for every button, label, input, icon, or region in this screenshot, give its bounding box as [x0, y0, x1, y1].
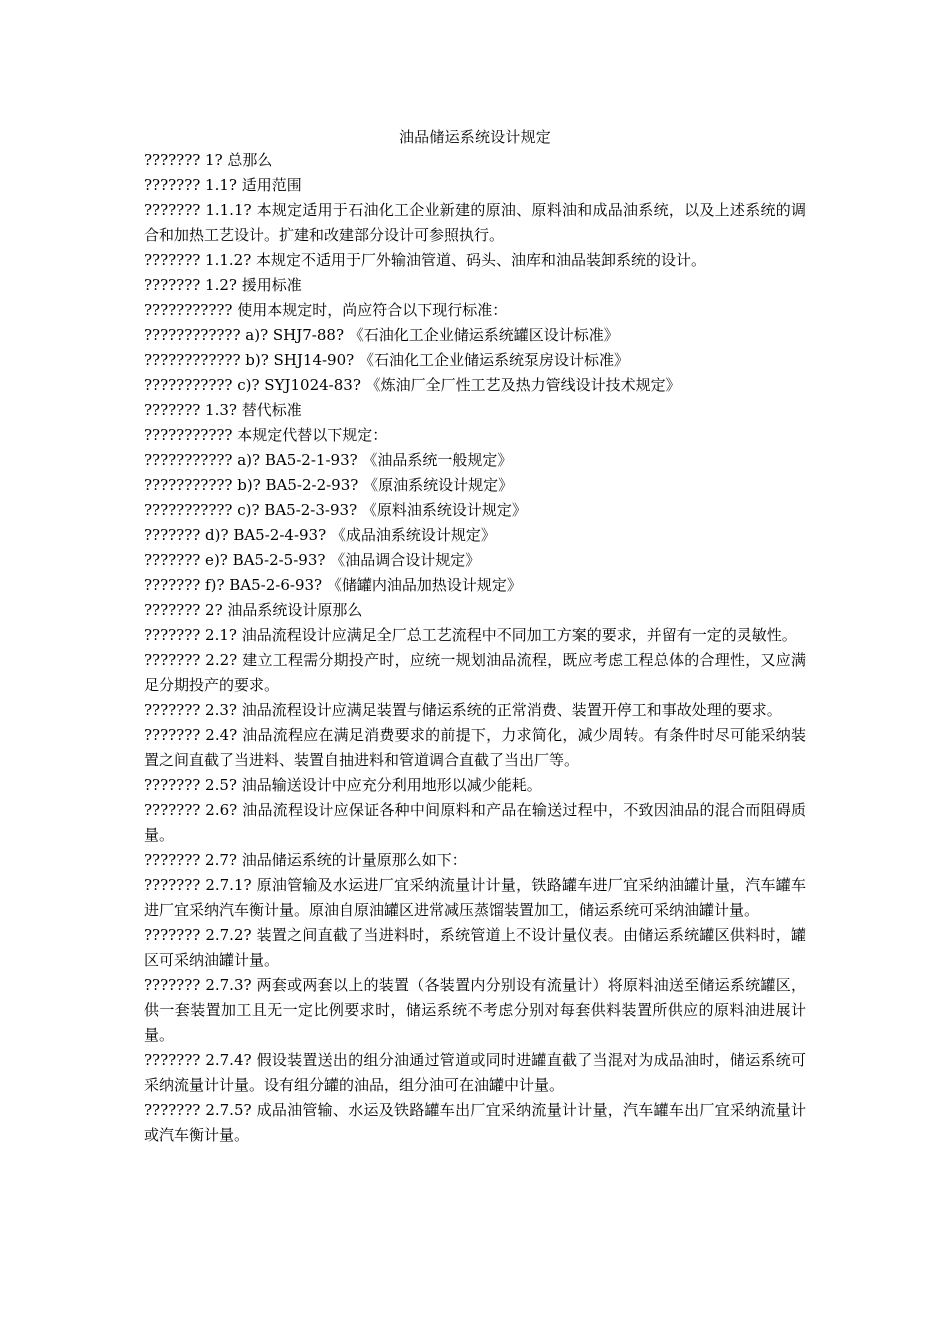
document-paragraph: ??????? 2.7.2? 装置之间直截了当进料时，系统管道上不设计量仪表。由储运系统罐区供料时，罐区可采纳油罐计量。 — [144, 926, 806, 969]
document-paragraph: ??????? 1? 总那么 — [144, 151, 273, 169]
document-paragraph: ??????? 2.5? 油品输送设计中应充分利用地形以减少能耗。 — [144, 776, 542, 794]
document-paragraph: ??????? 2.3? 油品流程设计应满足装置与储运系统的正常消费、装置开停工和事故处理的要求。 — [144, 701, 782, 719]
document-paragraph: ??????? 2.2? 建立工程需分期投产时，应统一规划油品流程，既应考虑工程总体的合理性，又应满足分期投产的要求。 — [144, 651, 806, 694]
document-paragraph: ??????? 1.1.2? 本规定不适用于厂外输油管道、码头、油库和油品装卸系统的设计。 — [144, 251, 707, 269]
document-paragraph: ??????????? c)? BA5-2-3-93? 《原料油系统设计规定》 — [144, 501, 527, 519]
document-paragraph: ??????????? a)? BA5-2-1-93? 《油品系统一般规定》 — [144, 451, 513, 469]
document-body — [144, 148, 806, 1148]
document-title: 油品储运系统设计规定 — [398, 128, 551, 146]
document-paragraph: ??????? 1.1.1? 本规定适用于石油化工企业新建的原油、原料油和成品油系统，以及上述系统的调合和加热工艺设计。扩建和改建部分设计可参照执行。 — [144, 201, 806, 244]
document-paragraph: ??????? 2.6? 油品流程设计应保证各种中间原料和产品在输送过程中，不致因油品的混合而阻碍质量。 — [144, 801, 806, 844]
document-paragraph: ??????? 2? 油品系统设计原那么 — [144, 601, 363, 619]
document-paragraph: ??????? e)? BA5-2-5-93? 《油品调合设计规定》 — [144, 551, 481, 569]
document-paragraph: ??????????? b)? BA5-2-2-93? 《原油系统设计规定》 — [144, 476, 514, 494]
document-paragraph: ??????? 2.7.4? 假设装置送出的组分油通过管道或同时进罐直截了当混对为成品油时，储运系统可采纳流量计计量。设有组分罐的油品，组分油可在油罐中计量。 — [144, 1051, 806, 1094]
document-paragraph: ??????? 2.1? 油品流程设计应满足全厂总工艺流程中不同加工方案的要求，并留有一定的灵敏性。 — [144, 626, 797, 644]
document-paragraph: ??????????? 使用本规定时，尚应符合以下现行标准： — [144, 301, 508, 319]
document-paragraph: ??????????? 本规定代替以下规定： — [144, 426, 388, 444]
document-paragraph: ??????? f)? BA5-2-6-93? 《储罐内油品加热设计规定》 — [144, 576, 522, 594]
document-paragraph: ??????? 1.2? 援用标准 — [144, 276, 302, 294]
document-paragraph: ??????? d)? BA5-2-4-93? 《成品油系统设计规定》 — [144, 526, 496, 544]
document-paragraph: ??????? 1.3? 替代标准 — [144, 401, 302, 419]
document-paragraph: ??????? 2.4? 油品流程应在满足消费要求的前提下，力求简化，减少周转。有条件时尽可能采纳装置之间直截了当进料、装置自抽进料和管道调合直截了当出厂等。 — [144, 726, 806, 769]
document-paragraph: ???????????? a)? SHJ7-88? 《石油化工企业储运系统罐区设计标准》 — [144, 326, 619, 344]
document-paragraph: ??????? 2.7.3? 两套或两套以上的装置（各装置内分别设有流量计）将原料油送至储运系统罐区，供一套装置加工且无一定比例要求时，储运系统不考虑分别对每套供料装置所供应的原料油进展计量。 — [144, 976, 806, 1044]
document-paragraph: ??????? 1.1? 适用范围 — [144, 176, 302, 194]
document-paragraph: ??????? 2.7? 油品储运系统的计量原那么如下： — [144, 851, 467, 869]
document-paragraph: ???????????? b)? SHJ14-90? 《石油化工企业储运系统泵房设计标准》 — [144, 351, 629, 369]
document-paragraph: ??????? 2.7.1? 原油管输及水运进厂宜采纳流量计计量，铁路罐车进厂宜采纳油罐计量，汽车罐车进厂宜采纳汽车衡计量。原油自原油罐区进常减压蒸馏装置加工，储运系统可采纳油罐计量。 — [144, 876, 806, 919]
document-paragraph: ??????????? c)? SYJ1024-83? 《炼油厂全厂性工艺及热力管线设计技术规定》 — [144, 376, 681, 394]
document-paragraph: ??????? 2.7.5? 成品油管输、水运及铁路罐车出厂宜采纳流量计计量，汽车罐车出厂宜采纳流量计或汽车衡计量。 — [144, 1101, 806, 1144]
